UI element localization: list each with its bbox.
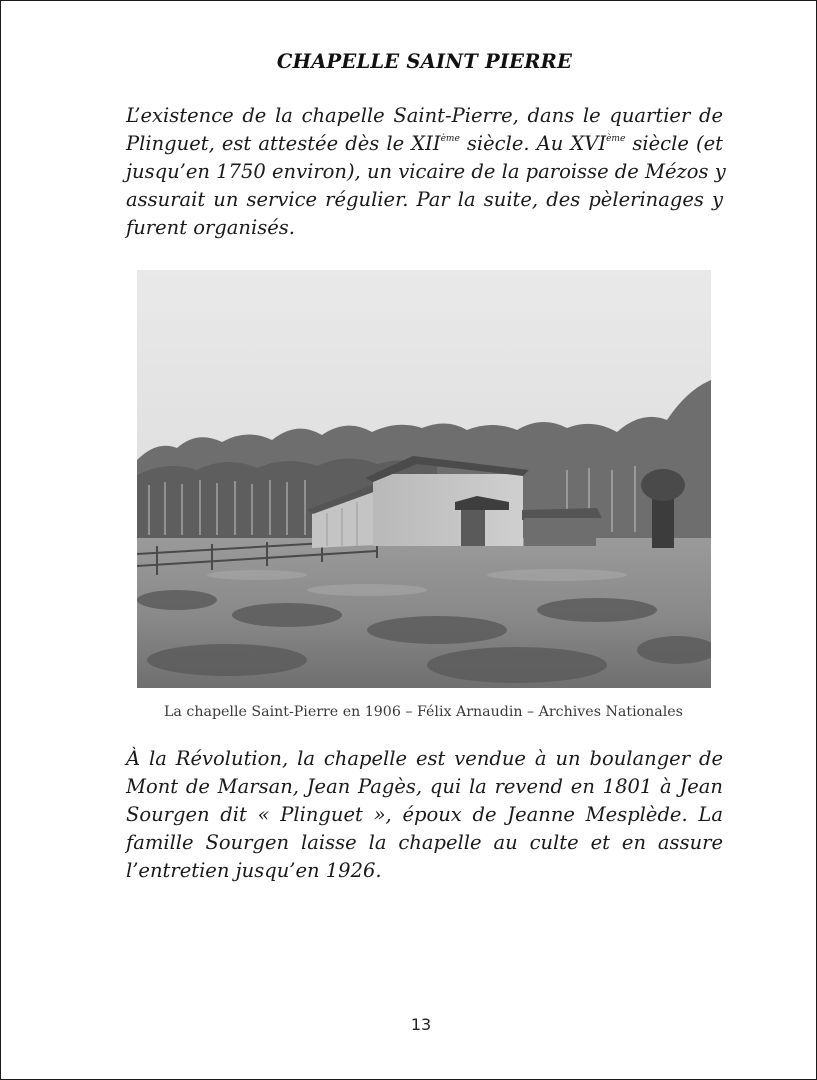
paragraph-line: famille Sourgen laisse la chapelle au culte et en assure bbox=[126, 831, 723, 854]
superscript: ème bbox=[606, 134, 626, 144]
chapel-photograph bbox=[137, 270, 711, 688]
paragraph-line: assurait un service régulier. Par la suite, des pèlerinages y bbox=[126, 188, 723, 211]
paragraph-line: furent organisés. bbox=[126, 216, 295, 239]
paragraph-line: l’entretien jusqu’en 1926. bbox=[126, 859, 382, 882]
paragraph-line: À la Révolution, la chapelle est vendue à un boulanger de bbox=[126, 747, 723, 770]
paragraph-line: Mont de Marsan, Jean Pagès, qui la revend en 1801 à Jean bbox=[126, 775, 723, 798]
text-run: siècle (et bbox=[625, 132, 723, 155]
paragraph-revolution bbox=[126, 745, 723, 885]
text-run: Plinguet, est attestée dès le XII bbox=[126, 132, 441, 155]
paragraph-line bbox=[126, 130, 723, 158]
paragraph-line: Sourgen dit « Plinguet », époux de Jeanne Mesplède. La bbox=[126, 803, 723, 826]
paragraph-line: L’existence de la chapelle Saint-Pierre, dans le quartier de bbox=[126, 104, 723, 127]
text-run: siècle. Au XVI bbox=[459, 132, 607, 155]
page-number: 13 bbox=[410, 1015, 432, 1034]
chapel-photo-image bbox=[137, 270, 711, 688]
page-title: CHAPELLE SAINT PIERRE bbox=[276, 50, 573, 73]
photo-caption: La chapelle Saint-Pierre en 1906 – Félix Arnaudin – Archives Nationales bbox=[164, 704, 683, 720]
paragraph-line: jusqu’en 1750 environ), un vicaire de la paroisse de Mézos y bbox=[126, 160, 726, 183]
superscript: ème bbox=[440, 134, 460, 144]
paragraph-intro bbox=[126, 102, 726, 242]
